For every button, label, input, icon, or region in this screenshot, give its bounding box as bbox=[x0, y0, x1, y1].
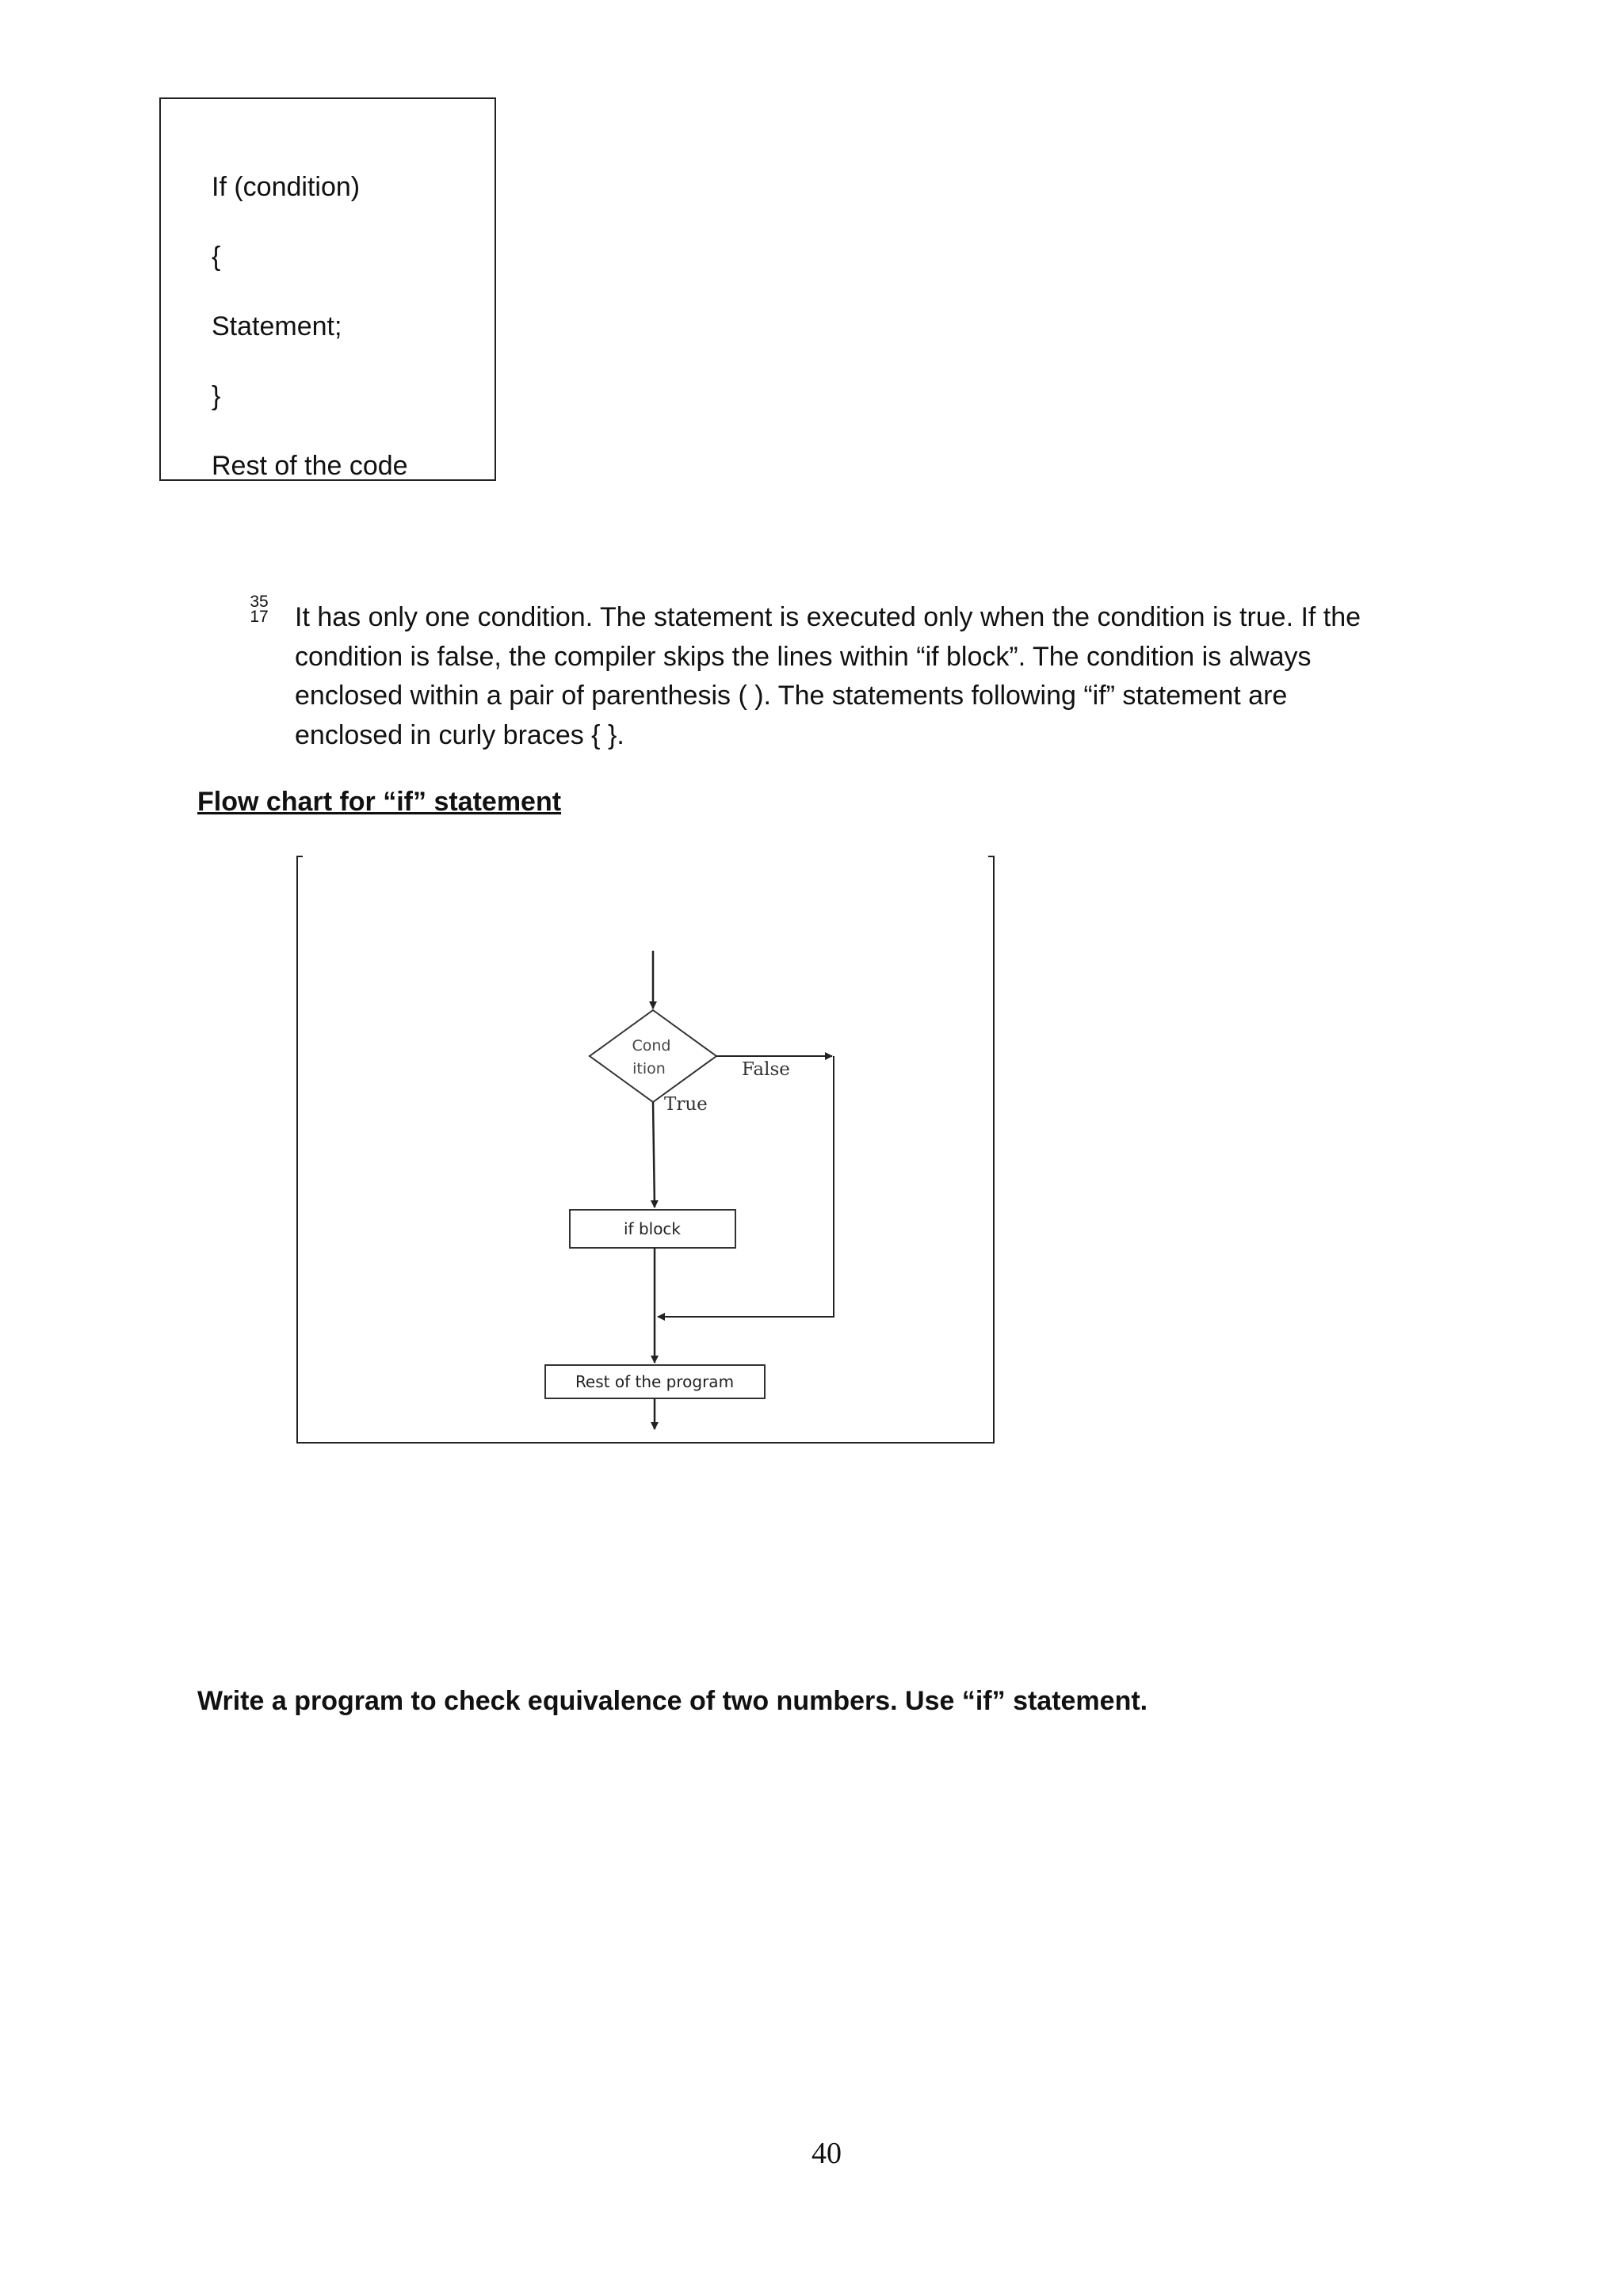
exercise-prompt: Write a program to check equivalence of two numbers. Use “if” statement. bbox=[197, 1686, 1148, 1716]
true-label: True bbox=[664, 1094, 708, 1115]
paragraph-line: enclosed in curly braces { }. bbox=[295, 719, 624, 750]
code-line: Statement; bbox=[212, 311, 342, 341]
condition-diamond bbox=[590, 1010, 716, 1102]
flowchart-frame bbox=[296, 856, 995, 1444]
page-number: 40 bbox=[812, 2137, 842, 2170]
paragraph-line: It has only one condition. The statement is executed only when the condition is true. If the bbox=[295, 602, 1361, 632]
code-line: } bbox=[212, 381, 221, 411]
condition-label-line2: ition bbox=[632, 1060, 666, 1077]
flowchart-diagram bbox=[298, 856, 996, 1444]
paragraph-line: enclosed within a pair of parenthesis ( ). The statements following “if” statement are bbox=[295, 681, 1288, 711]
code-line: If (condition) bbox=[212, 172, 361, 202]
code-syntax-box bbox=[159, 97, 496, 481]
paragraph-line: condition is false, the compiler skips the lines within “if block”. The condition is always bbox=[295, 641, 1312, 672]
list-marker bbox=[247, 594, 271, 624]
rest-of-program-label: Rest of the program bbox=[575, 1372, 735, 1391]
if-block-label: if block bbox=[623, 1219, 682, 1238]
false-label: False bbox=[742, 1059, 790, 1080]
condition-label-line1: Cond bbox=[632, 1037, 671, 1055]
list-marker-bottom: 17 bbox=[250, 608, 269, 626]
code-line: Rest of the code bbox=[212, 451, 408, 481]
code-line: { bbox=[212, 242, 221, 272]
list-marker-top: 35 bbox=[250, 593, 269, 611]
true-arrow bbox=[653, 1102, 655, 1207]
description-paragraph bbox=[295, 598, 1436, 755]
section-heading: Flow chart for “if” statement bbox=[197, 787, 562, 817]
